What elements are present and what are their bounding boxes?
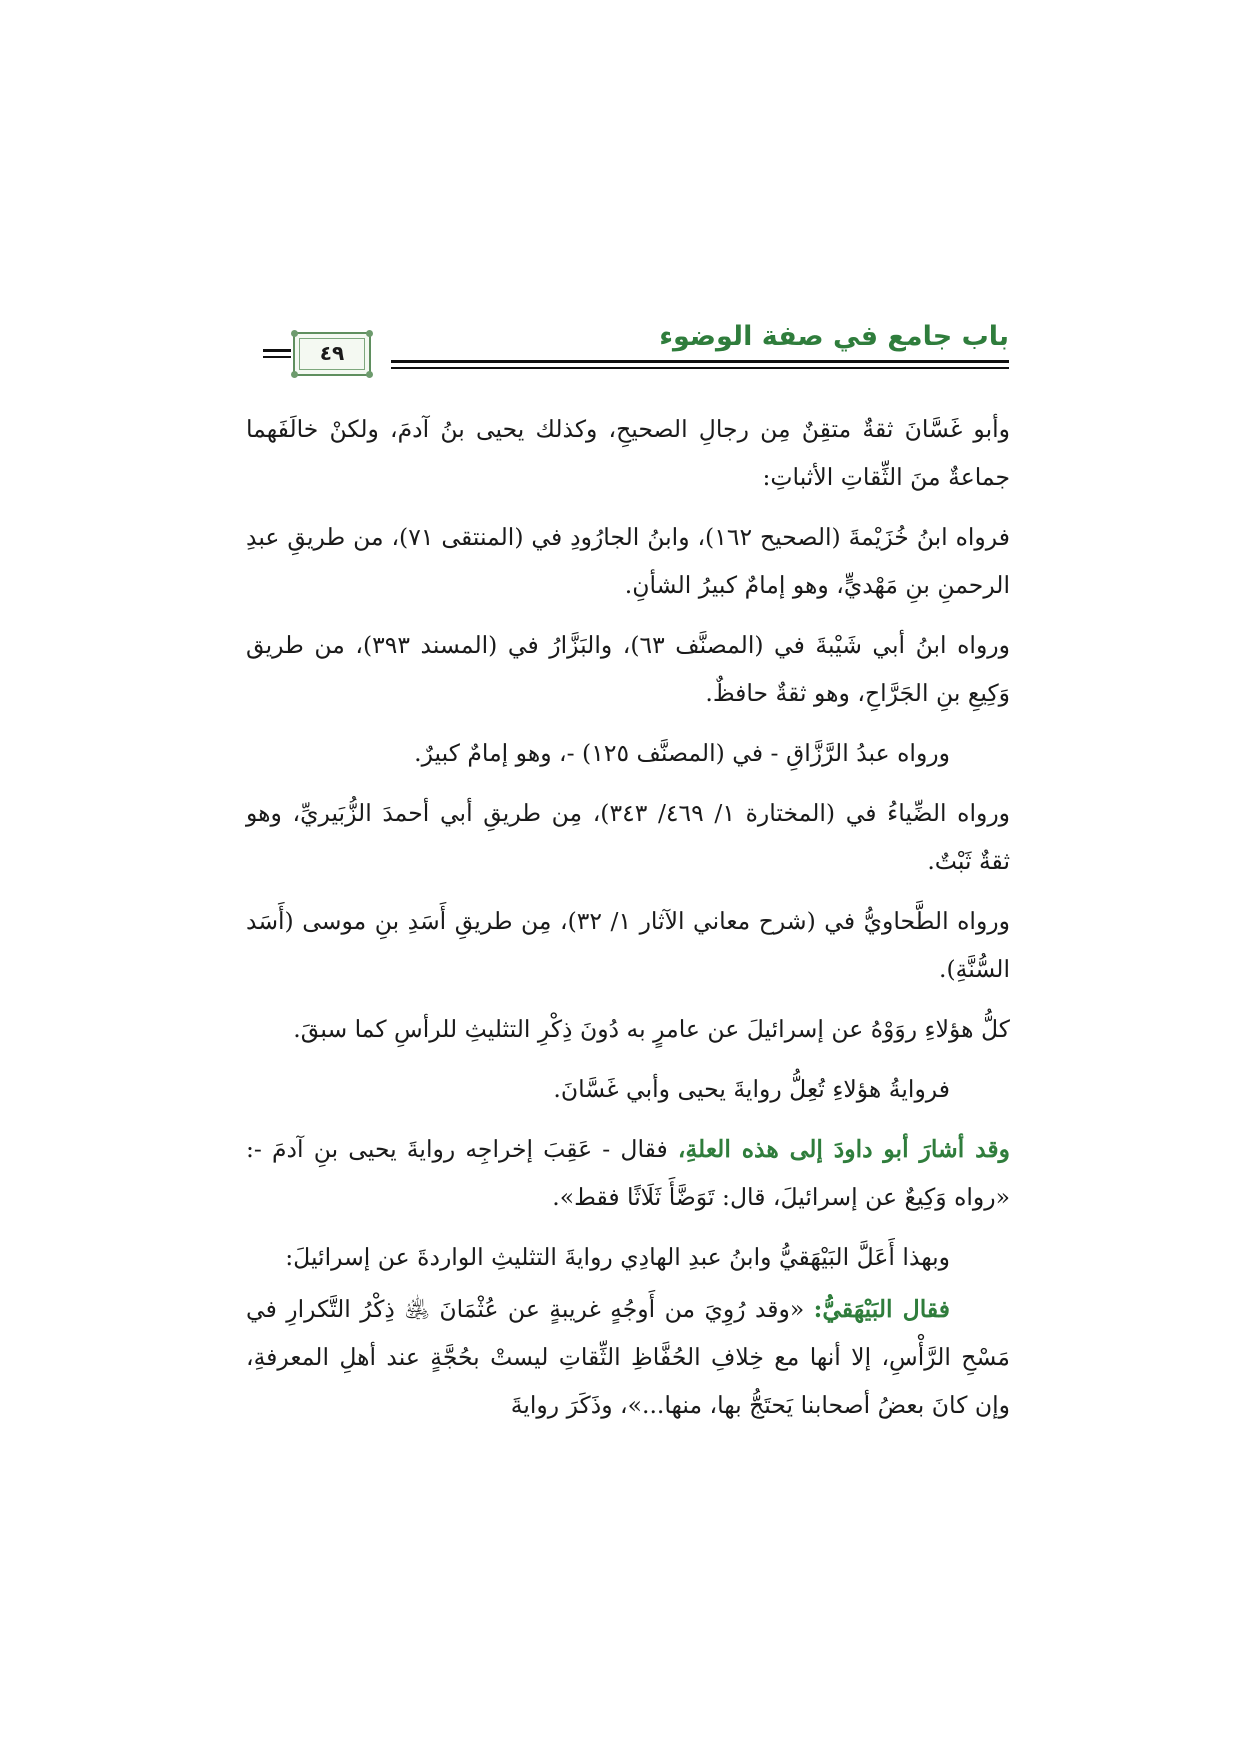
paragraph-text: «وقد رُوِيَ من أَوجُهٍ غريبةٍ عن عُثْمَانَ ﵁ ذِكْرُ التَّكرارِ في مَسْحِ الرَّأْسِ، إلا أنها مع خِلافِ الحُفَّاظِ الثِّقاتِ ليستْ بحُجَّةٍ عند أهلِ المعرفةِ، وإن كانَ بعضُ أصحابنا يَحتَجُّ بها، منها...»، وذَكَرَ روايةَ [246, 1295, 1010, 1419]
paragraph-text: فقال - عَقِبَ إخراجِه روايةَ يحيى بنِ آدمَ -: «رواه وَكِيعٌ عن إسرائيلَ، قال: تَوَضَّأَ ثَلَاثًا فقط». [246, 1135, 1010, 1211]
page-header [263, 320, 1009, 388]
page-number-badge [293, 332, 371, 376]
paragraph: ورواه عبدُ الرَّزَّاقِ - في (المصنَّف ١٢٥) -، وهو إمامٌ كبيرٌ. [414, 739, 950, 767]
paragraph [246, 1285, 1010, 1429]
header-rule-top [391, 360, 1009, 363]
paragraph: فروايةُ هؤلاءِ تُعِلُّ روايةَ يحيى وأبي غَسَّانَ. [553, 1075, 950, 1103]
page-title: باب جامع في صفة الوضوء [659, 321, 1009, 352]
header-rule-left-bottom [263, 356, 291, 358]
header-rule-left-top [263, 349, 291, 352]
highlighted-phrase: فقال البَيْهَقيُّ: [813, 1295, 951, 1323]
highlighted-phrase: وقد أشارَ أبو داودَ إلى هذه العلةِ، [677, 1135, 1010, 1163]
paragraph: ورواه ابنُ أبي شَيْبةَ في (المصنَّف ٦٣)، والبَزَّارُ في (المسند ٣٩٣)، من طريق وَكِيعِ بنِ الجَرَّاحِ، وهو ثقةٌ حافظٌ. [246, 631, 1010, 707]
paragraph: كلُّ هؤلاءِ روَوْهُ عن إسرائيلَ عن عامرٍ به دُونَ ذِكْرِ التثليثِ للرأسِ كما سبقَ. [293, 1015, 1010, 1043]
page-number: ٤٩ [319, 341, 345, 365]
paragraph: وأبو غَسَّانَ ثقةٌ متقِنٌ مِن رجالِ الصحيحِ، وكذلك يحيى بنُ آدمَ، ولكنْ خالَفَهما جماعةٌ منَ الثِّقاتِ الأثباتِ: [246, 415, 1010, 491]
paragraph: ورواه الضِّياءُ في (المختارة ١/ ٤٦٩/ ٣٤٣)، مِن طريقِ أبي أحمدَ الزُّبَيريِّ، وهو ثقةٌ ثَبْتٌ. [246, 799, 1011, 875]
paragraph [246, 1125, 1010, 1221]
body-text [246, 405, 1010, 1441]
paragraph: وبهذا أَعَلَّ البَيْهَقيُّ وابنُ عبدِ الهادِي روايةَ التثليثِ الواردةَ عن إسرائيلَ: [285, 1243, 950, 1271]
paragraph: فرواه ابنُ خُزَيْمةَ (الصحيح ١٦٢)، وابنُ الجارُودِ في (المنتقى ٧١)، من طريقِ عبدِ الرحمنِ بنِ مَهْديٍّ، وهو إمامٌ كبيرُ الشأنِ. [246, 523, 1010, 599]
header-rule-bottom [391, 367, 1009, 369]
paragraph: ورواه الطَّحاويُّ في (شرح معاني الآثار ١/ ٣٢)، مِن طريقِ أَسَدِ بنِ موسى (أَسَد السُّنَّةِ). [246, 907, 1010, 983]
